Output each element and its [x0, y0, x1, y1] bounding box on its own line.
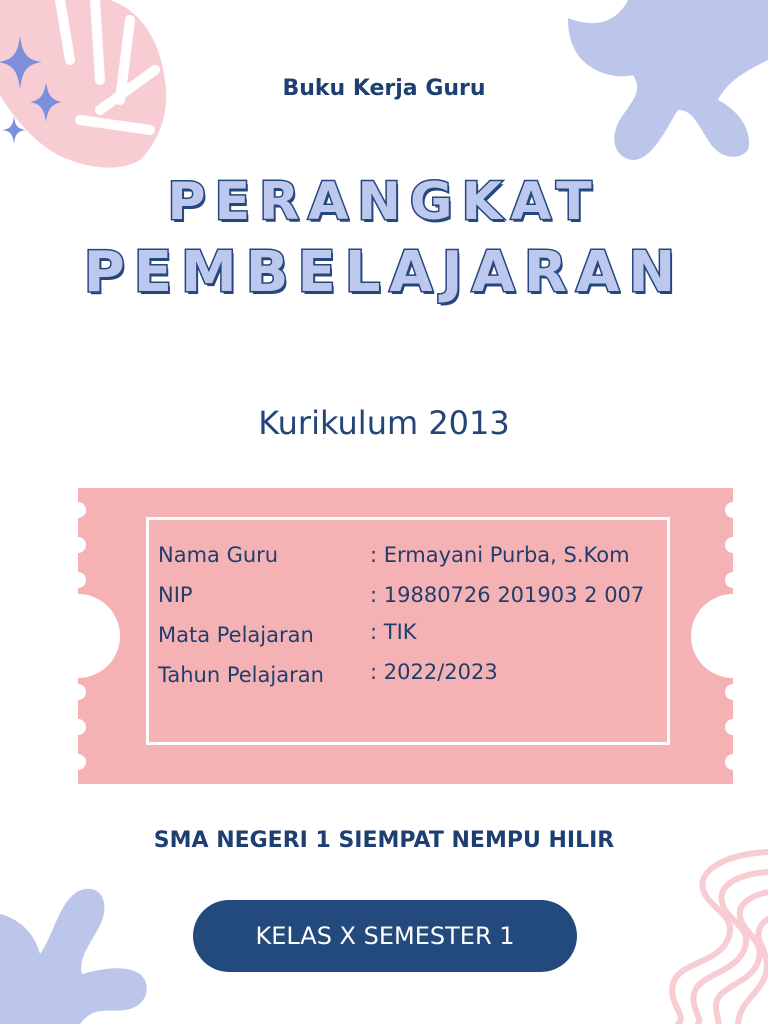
info-label: NIP — [158, 583, 193, 607]
info-value: : Ermayani Purba, S.Kom — [370, 543, 630, 567]
info-value: : 19880726 201903 2 007 — [370, 583, 645, 607]
class-semester-badge: KELAS X SEMESTER 1 — [193, 900, 577, 972]
title-line-2: PEMBELAJARAN — [83, 240, 685, 305]
book-supertitle: Buku Kerja Guru — [282, 76, 486, 101]
title-line-1: PERANGKAT — [167, 172, 601, 232]
info-value: : TIK — [370, 620, 417, 644]
info-label: Tahun Pelajaran — [158, 663, 324, 687]
school-name: SMA NEGERI 1 SIEMPAT NEMPU HILIR — [153, 828, 615, 853]
info-value: : 2022/2023 — [370, 660, 498, 684]
curriculum-label: Kurikulum 2013 — [258, 404, 510, 442]
info-label: Nama Guru — [158, 543, 279, 567]
info-label: Mata Pelajaran — [158, 623, 314, 647]
